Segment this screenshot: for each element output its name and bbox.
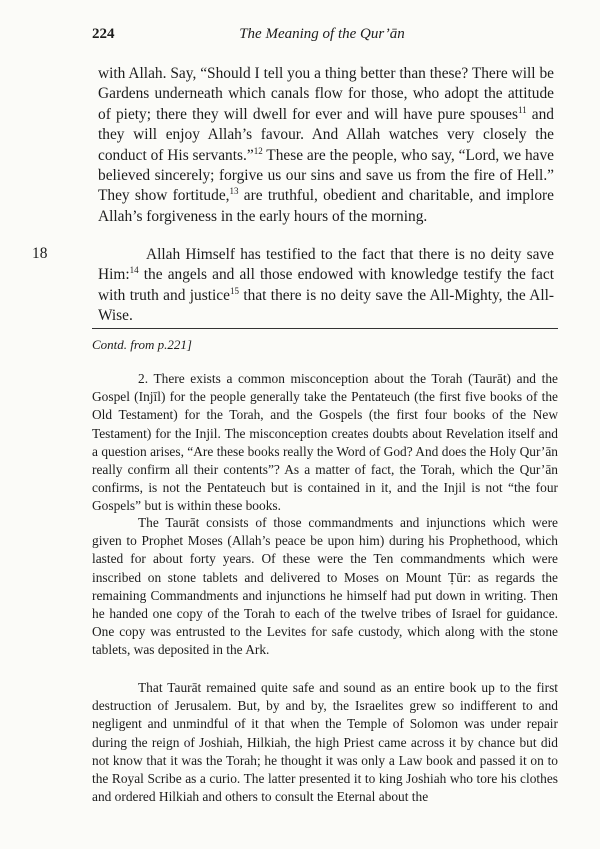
footnote-ref: 12: [253, 145, 263, 156]
footnote-paragraph: [92, 370, 558, 516]
verse-text: the angels and all those endowed with knowledge testify the fact with truth and justice: [98, 266, 554, 304]
continued-label: Contd. from p.221]: [92, 337, 192, 352]
footnote-ref: 15: [229, 285, 239, 296]
footnote-text: The Taurāt consists of those commandments and injunctions which were given to Prophet Moses (Allah’s peace be upon him) during his Prophethood, which lasted for about forty years. Of these were the Ten commandments which were inscribed on stone tablets and delivered to Moses on Mount Ṭūr: as regards the remaining Commandments and injunctions he himself had put down in writing. Then he handed one copy of the Torah to each of the twelve tribes of Israel for guidance. One copy was entrusted to the Levites for safe custody, which along with the stone tablets, was deposited in the Ark.: [92, 515, 558, 658]
verse-text: with Allah. Say, “Should I tell you a thing better than these? There will be Gardens underneath which canals flow for those, who adopt the attitude of piety; there they will dwell for ever and will have pure spouses: [98, 65, 554, 123]
verse-text: are truthful, obedient and charitable, and implore Allah’s forgiveness in the early hours of the morning.: [98, 187, 554, 225]
verse-paragraph: [98, 245, 554, 327]
footnote-paragraph: [92, 679, 558, 806]
footnote-ref: 13: [229, 186, 239, 197]
verse-text: Allah Himself has testified to the fact that there is no deity save Him:: [98, 246, 554, 284]
page-header: [92, 26, 552, 48]
footnote-ref: 11: [517, 104, 527, 115]
page-number: 224: [92, 26, 115, 42]
running-title: The Meaning of the Qur’ān: [239, 26, 405, 42]
verse-number: 18: [32, 245, 48, 262]
footnote-text: 2. There exists a common misconception about the Torah (Taurāt) and the Gospel (Injīl) for the people generally take the Pentateuch (the first five books of the Old Testament) for the Torah, and the Gospels (the first four books of the New Testament) for the Injil. The misconception creates doubts about Revelation itself and a question arises, “Are these books really the Word of God? And does the Holy Qur’ān really confirm all their contents”? As a matter of fact, the Torah, which the Qur’ān confirms, is not the Pentateuch but is contained in it, and the Injil is not “the four Gospels” but is within these books.: [92, 371, 558, 514]
verse-text: and they will enjoy Allah’s favour. And Allah watches very closely the conduct of His servants.”: [98, 105, 554, 164]
footnote-ref: 14: [129, 265, 139, 276]
verse-paragraph-continued: [98, 64, 554, 227]
footnote-text: That Taurāt remained quite safe and sound as an entire book up to the first destruction of Jerusalem. But, by and by, the Israelites grew so indifferent to and negligent and unmindful of it that when the Temple of Solomon was under repair during the reign of Joshiah, Hilkiah, the high Priest came across it by chance but did not know that it was the Torah; he thought it was only a Law book and passed it on to the Royal Scribe as a curio. The latter presented it to king Joshiah who tore his clothes and ordered Hilkiah and others to consult the Eternal about the: [92, 680, 558, 805]
verse-text: These are the people, who say, “Lord, we have believed sincerely; forgive us our sins and save us from the fire of Hell.” They show fortitude,: [98, 146, 555, 205]
footnote-paragraph: [92, 514, 558, 660]
footnote-divider: [92, 328, 558, 329]
verse-text: that there is no deity save the All-Mighty, the All-Wise.: [98, 286, 555, 325]
